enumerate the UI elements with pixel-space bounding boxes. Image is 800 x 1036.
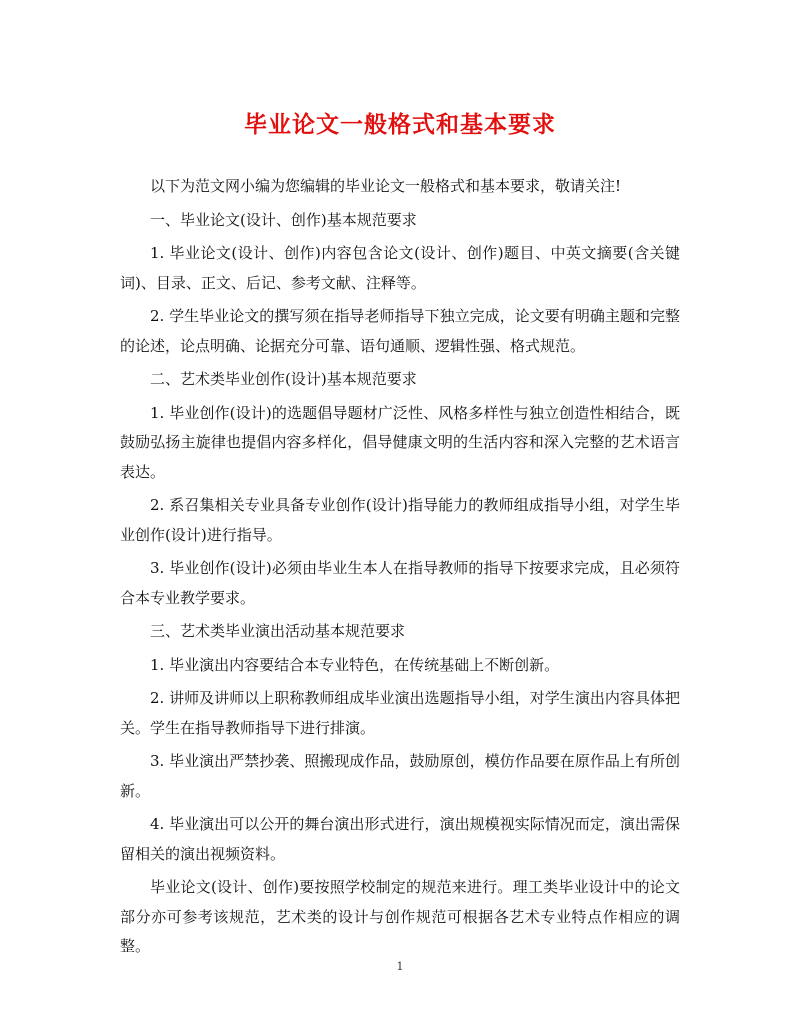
list-item: 2. 学生毕业论文的撰写须在指导老师指导下独立完成，论文要有明确主题和完整的论述，论点明确、论据充分可靠、语句通顺、逻辑性强、格式规范。	[120, 307, 680, 355]
list-item: 4. 毕业演出可以公开的舞台演出形式进行，演出规模视实际情况而定，演出需保留相关的演出视频资料。	[120, 815, 680, 863]
section-heading-3: 三、艺术类毕业演出活动基本规范要求	[150, 622, 406, 640]
intro-paragraph: 以下为范文网小编为您编辑的毕业论文一般格式和基本要求，敬请关注!	[150, 177, 622, 195]
list-item: 1. 毕业演出内容要结合本专业特色，在传统基础上不断创新。	[150, 655, 560, 674]
document-body	[120, 172, 680, 966]
list-item: 1. 毕业论文(设计、创作)内容包含论文(设计、创作)题目、中英文摘要(含关键词)、目录、正文、后记、参考文献、注释等。	[120, 244, 680, 292]
section-heading-1: 一、毕业论文(设计、创作)基本规范要求	[150, 210, 417, 229]
list-item: 2. 讲师及讲师以上职称教师组成毕业演出选题指导小组，对学生演出内容具体把关。学生在指导教师指导下进行排演。	[120, 689, 680, 737]
list-item: 3. 毕业创作(设计)必须由毕业生本人在指导教师的指导下按要求完成，且必须符合本专业教学要求。	[120, 559, 680, 607]
section-heading-2: 二、艺术类毕业创作(设计)基本规范要求	[150, 370, 417, 388]
list-item: 1. 毕业创作(设计)的选题倡导题材广泛性、风格多样性与独立创造性相结合，既鼓励弘扬主旋律也提倡内容多样化，倡导健康文明的生活内容和深入完整的艺术语言表达。	[120, 403, 680, 481]
page-title: 毕业论文一般格式和基本要求	[244, 111, 556, 138]
closing-paragraph: 毕业论文(设计、创作)要按照学校制定的规范来进行。理工类毕业设计中的论文部分亦可参考该规范，艺术类的设计与创作规范可根据各艺术专业特点作相应的调整。	[120, 878, 680, 955]
list-item: 2. 系召集相关专业具备专业创作(设计)指导能力的教师组成指导小组，对学生毕业创作(设计)进行指导。	[120, 496, 680, 544]
list-item: 3. 毕业演出严禁抄袭、照搬现成作品，鼓励原创，模仿作品要在原作品上有所创新。	[120, 752, 680, 800]
page-number: 1	[396, 960, 404, 973]
